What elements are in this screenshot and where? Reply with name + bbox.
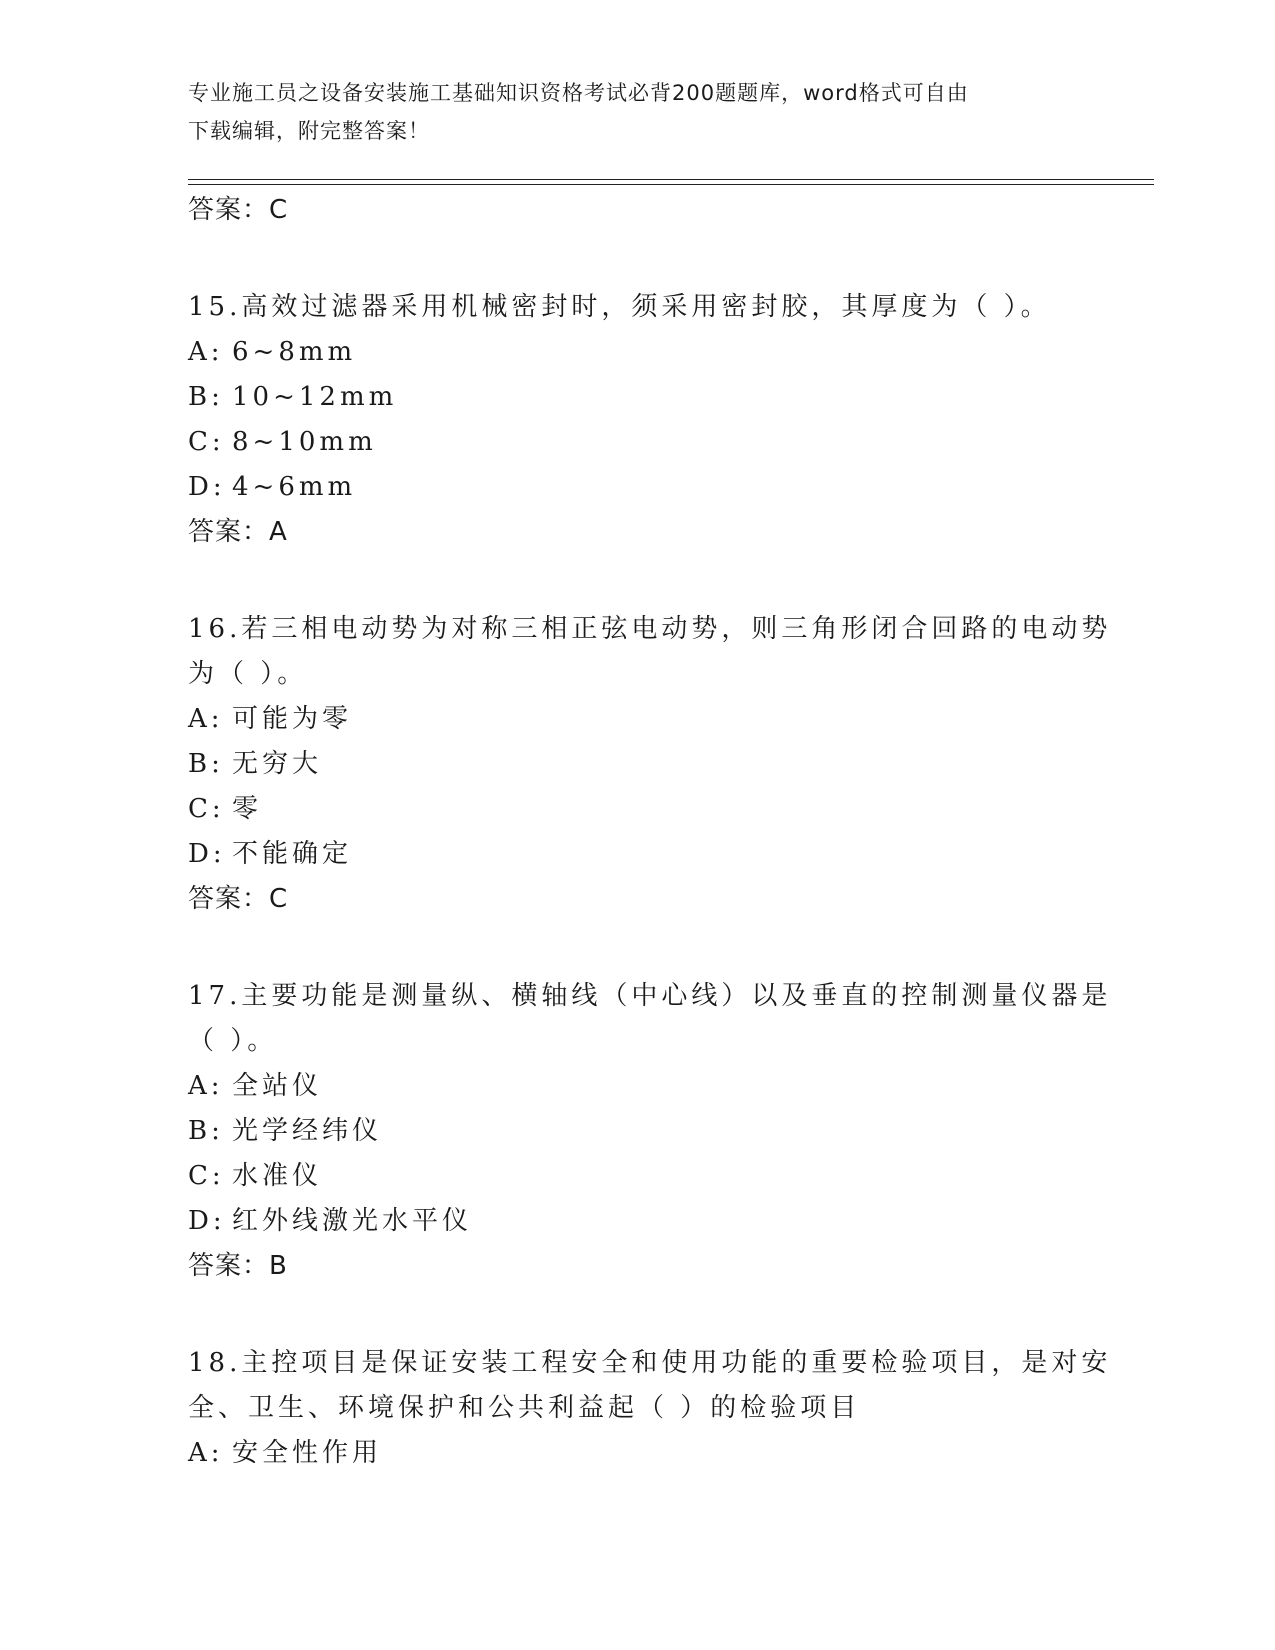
option-text: 6~8mm bbox=[232, 337, 357, 367]
answer-line: 答案：C bbox=[188, 195, 289, 225]
answer-line: 答案：A bbox=[188, 517, 288, 547]
option-c bbox=[188, 1154, 1088, 1199]
document-header bbox=[188, 74, 1068, 150]
option-text: 水准仪 bbox=[232, 1161, 323, 1191]
option-letter: A: bbox=[188, 1438, 224, 1468]
option-a bbox=[188, 697, 1088, 742]
option-letter: B: bbox=[188, 382, 224, 412]
header-line-2: 下载编辑，附完整答案！ bbox=[188, 119, 430, 143]
document-body bbox=[188, 188, 1112, 1476]
option-text: 红外线激光水平仪 bbox=[232, 1206, 473, 1236]
question-text-continued: 全、卫生、环境保护和公共利益起（ ）的检验项目 bbox=[188, 1393, 861, 1423]
option-b bbox=[188, 742, 1088, 787]
option-d bbox=[188, 832, 1088, 877]
question-text: 18.主控项目是保证安装工程安全和使用功能的重要检验项目，是对安 bbox=[188, 1348, 1112, 1378]
question-text-continued: （ ）。 bbox=[188, 1026, 278, 1056]
question-block bbox=[188, 285, 1088, 555]
option-letter: A: bbox=[188, 704, 224, 734]
option-a bbox=[188, 1431, 1088, 1476]
answer-line: 答案：B bbox=[188, 1251, 288, 1281]
option-text: 10~12mm bbox=[232, 382, 398, 412]
question-block bbox=[188, 974, 1112, 1289]
answer-line: 答案：C bbox=[188, 884, 289, 914]
option-letter: C: bbox=[188, 427, 225, 457]
option-text: 8~10mm bbox=[232, 427, 377, 457]
header-rule-bottom bbox=[188, 184, 1154, 185]
option-b bbox=[188, 1109, 1088, 1154]
option-d bbox=[188, 1199, 1088, 1244]
option-letter: C: bbox=[188, 1161, 225, 1191]
question-text: 17.主要功能是测量纵、横轴线（中心线）以及垂直的控制测量仪器是 bbox=[188, 981, 1112, 1011]
header-line-1: 专业施工员之设备安装施工基础知识资格考试必背200题题库，word格式可自由 bbox=[188, 81, 969, 105]
option-letter: C: bbox=[188, 794, 225, 824]
option-text: 光学经纬仪 bbox=[232, 1116, 383, 1146]
question-text: 16.若三相电动势为对称三相正弦电动势，则三角形闭合回路的电动势 bbox=[188, 614, 1112, 644]
option-text: 安全性作用 bbox=[232, 1438, 383, 1468]
option-text: 零 bbox=[232, 794, 263, 824]
option-text: 可能为零 bbox=[232, 704, 353, 734]
option-text: 不能确定 bbox=[232, 839, 353, 869]
option-c bbox=[188, 787, 1088, 832]
option-a bbox=[188, 1064, 1088, 1109]
option-letter: D: bbox=[188, 472, 226, 502]
option-text: 无穷大 bbox=[232, 749, 323, 779]
option-c bbox=[188, 420, 1088, 465]
option-letter: D: bbox=[188, 839, 226, 869]
option-letter: B: bbox=[188, 749, 224, 779]
option-text: 全站仪 bbox=[232, 1071, 323, 1101]
option-letter: B: bbox=[188, 1116, 224, 1146]
option-letter: D: bbox=[188, 1206, 226, 1236]
question-text: 15.高效过滤器采用机械密封时，须采用密封胶，其厚度为（ ）。 bbox=[188, 292, 1051, 322]
option-text: 4~6mm bbox=[232, 472, 357, 502]
option-b bbox=[188, 375, 1088, 420]
option-d bbox=[188, 465, 1088, 510]
question-text-continued: 为（ ）。 bbox=[188, 659, 308, 689]
option-letter: A: bbox=[188, 1071, 224, 1101]
option-a bbox=[188, 330, 1088, 375]
header-rule-top bbox=[188, 179, 1154, 180]
option-letter: A: bbox=[188, 337, 224, 367]
question-block bbox=[188, 607, 1112, 922]
question-block bbox=[188, 1341, 1112, 1476]
